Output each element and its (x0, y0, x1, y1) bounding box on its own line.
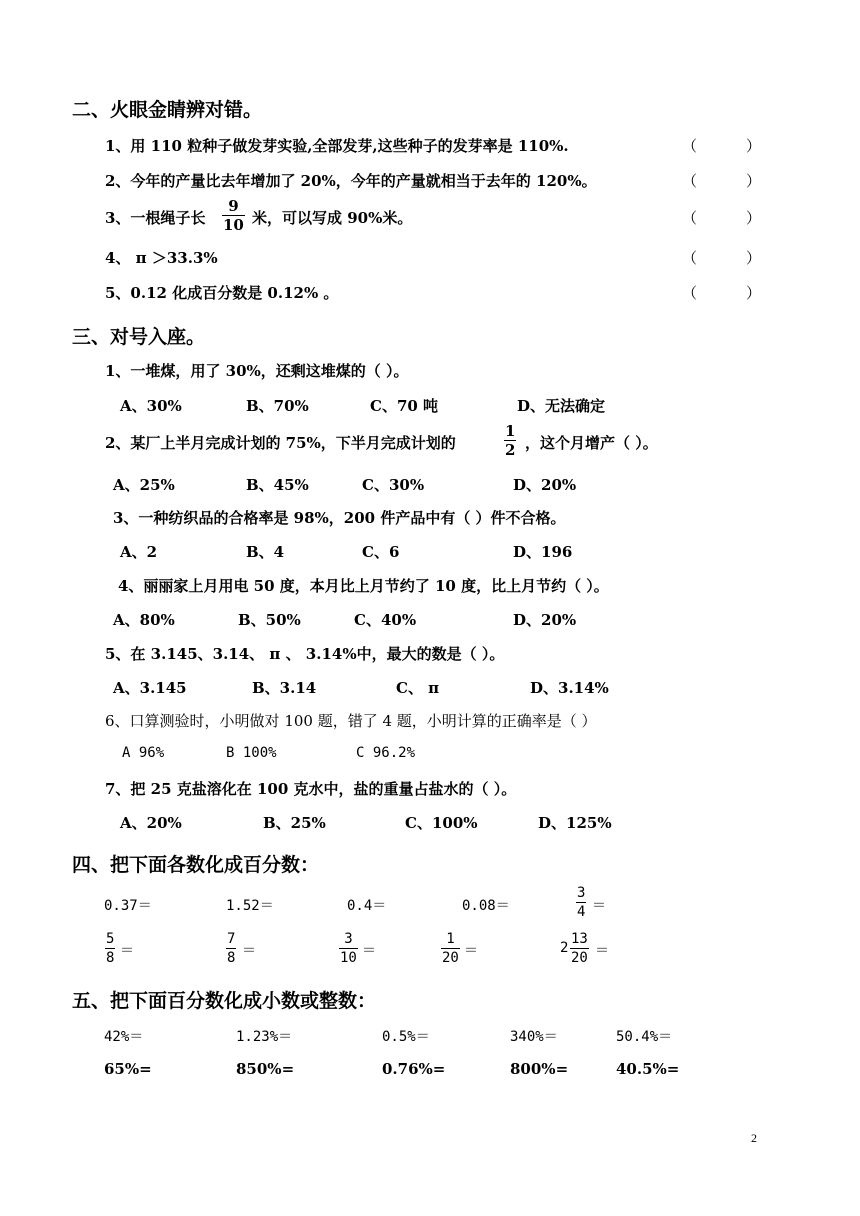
choice-question-2-tail: ，这个月增产（ ）。 (525, 434, 658, 452)
equals-sign: ＝ (464, 943, 478, 959)
mixed-number-fraction: 13 20 (571, 931, 588, 966)
choice-question-1: 1、一堆煤，用了 30%，还剩这堆煤的（ ）。 (105, 362, 409, 380)
choice-question-4: 4、丽丽家上月用电 50 度，本月比上月节约了 10 度，比上月节约（ ）。 (118, 577, 609, 595)
choice-question-5: 5、在 3.145、3.14、 π 、 3.14%中，最大的数是（ ）。 (105, 645, 505, 663)
answer-blank-close: ） (746, 137, 762, 155)
judge-item-2: 2、今年的产量比去年增加了 20%，今年的产量就相当于去年的 120%。 (105, 172, 597, 190)
answer-blank-close: ） (746, 209, 762, 227)
percent-to-decimal-item: 0.76%= (382, 1060, 446, 1078)
answer-blank-close: ） (746, 249, 762, 267)
option-c: C、30% (362, 476, 425, 494)
option-a: A、20% (120, 814, 182, 832)
percent-to-decimal-item: 0.5%＝ (382, 1029, 430, 1045)
option-c: C、40% (354, 611, 417, 629)
judge-item-1: 1、用 110 粒种子做发芽实验,全部发芽,这些种子的发芽率是 110%. (105, 137, 569, 155)
option-a: A、30% (120, 397, 182, 415)
option-c: C、 π (396, 679, 440, 697)
answer-blank-open: （ (682, 209, 698, 227)
percent-to-decimal-item: 42%＝ (104, 1029, 144, 1045)
decimal-to-percent-item: 0.08＝ (462, 898, 510, 914)
answer-blank-open: （ (682, 137, 698, 155)
percent-to-decimal-item: 1.23%＝ (236, 1029, 293, 1045)
option-b: B、4 (246, 543, 285, 561)
answer-blank-open: （ (682, 249, 698, 267)
choice-question-3: 3、一种纺织品的合格率是 98%，200 件产品中有（ ）件不合格。 (113, 509, 566, 527)
equals-sign: ＝ (592, 898, 606, 914)
percent-to-decimal-item: 800%= (510, 1060, 569, 1078)
decimal-to-percent-item: 0.37＝ (104, 898, 152, 914)
page-number: 2 (751, 1131, 757, 1145)
answer-blank-open: （ (682, 284, 698, 302)
fraction-7-8: 7 8 (227, 931, 236, 966)
option-a: A、2 (120, 543, 158, 561)
option-c: C、100% (405, 814, 478, 832)
option-d: D、196 (513, 543, 573, 561)
option-d: D、20% (513, 611, 577, 629)
judge-item-5: 5、0.12 化成百分数是 0.12% 。 (105, 284, 339, 302)
option-c: C、70 吨 (370, 397, 439, 415)
option-a: A、80% (113, 611, 175, 629)
answer-blank-open: （ (682, 172, 698, 190)
judge-item-4: 4、 π ＞33.3% (105, 249, 218, 267)
option-d: D、无法确定 (517, 397, 606, 415)
option-b: B、25% (263, 814, 326, 832)
fraction-3-4: 3 4 (577, 885, 586, 920)
percent-to-decimal-item: 850%= (236, 1060, 295, 1078)
choice-question-7: 7、把 25 克盐溶化在 100 克水中，盐的重量占盐水的（ ）。 (105, 780, 517, 798)
equals-sign: ＝ (595, 943, 609, 959)
fraction-5-8: 5 8 (106, 931, 115, 966)
option-b: B、70% (246, 397, 309, 415)
percent-to-decimal-item: 340%＝ (510, 1029, 558, 1045)
decimal-to-percent-item: 0.4＝ (347, 898, 387, 914)
option-d: D、125% (538, 814, 612, 832)
section-5-title: 五、把下面百分数化成小数或整数： (72, 990, 377, 1012)
percent-to-decimal-item: 40.5%= (616, 1060, 680, 1078)
decimal-to-percent-item: 1.52＝ (226, 898, 274, 914)
option-d: D、20% (513, 476, 577, 494)
fraction-1-2: 1 2 (505, 422, 516, 459)
option-b: B 100% (226, 745, 277, 761)
fraction-9-10: 9 10 (223, 197, 244, 234)
mixed-number-whole: 2 (560, 940, 569, 956)
option-c: C、6 (362, 543, 400, 561)
percent-to-decimal-item: 65%= (104, 1060, 152, 1078)
option-b: B、3.14 (252, 679, 317, 697)
option-d: D、3.14% (530, 679, 609, 697)
fraction-3-10: 3 10 (340, 931, 357, 966)
option-c: C 96.2% (356, 745, 416, 761)
judge-item-3-tail: 米，可以写成 90%米。 (252, 209, 413, 227)
judge-item-3: 3、一根绳子长 (105, 209, 206, 227)
option-a: A、3.145 (113, 679, 187, 697)
option-a: A 96% (122, 745, 165, 761)
section-2-title: 二、火眼金睛辨对错。 (72, 99, 263, 121)
option-b: B、45% (246, 476, 309, 494)
answer-blank-close: ） (746, 284, 762, 302)
answer-blank-close: ） (746, 172, 762, 190)
equals-sign: ＝ (120, 943, 134, 959)
option-b: B、50% (238, 611, 301, 629)
section-3-title: 三、对号入座。 (72, 326, 206, 348)
choice-question-6: 6、口算测验时，小明做对 100 题，错了 4 题，小明计算的正确率是（ ） (105, 712, 597, 730)
choice-question-2: 2、某厂上半月完成计划的 75%，下半月完成计划的 (105, 434, 456, 452)
equals-sign: ＝ (242, 943, 256, 959)
percent-to-decimal-item: 50.4%＝ (616, 1029, 673, 1045)
section-4-title: 四、把下面各数化成百分数： (72, 854, 320, 876)
equals-sign: ＝ (362, 943, 376, 959)
fraction-1-20: 1 20 (442, 931, 459, 966)
option-a: A、25% (113, 476, 175, 494)
